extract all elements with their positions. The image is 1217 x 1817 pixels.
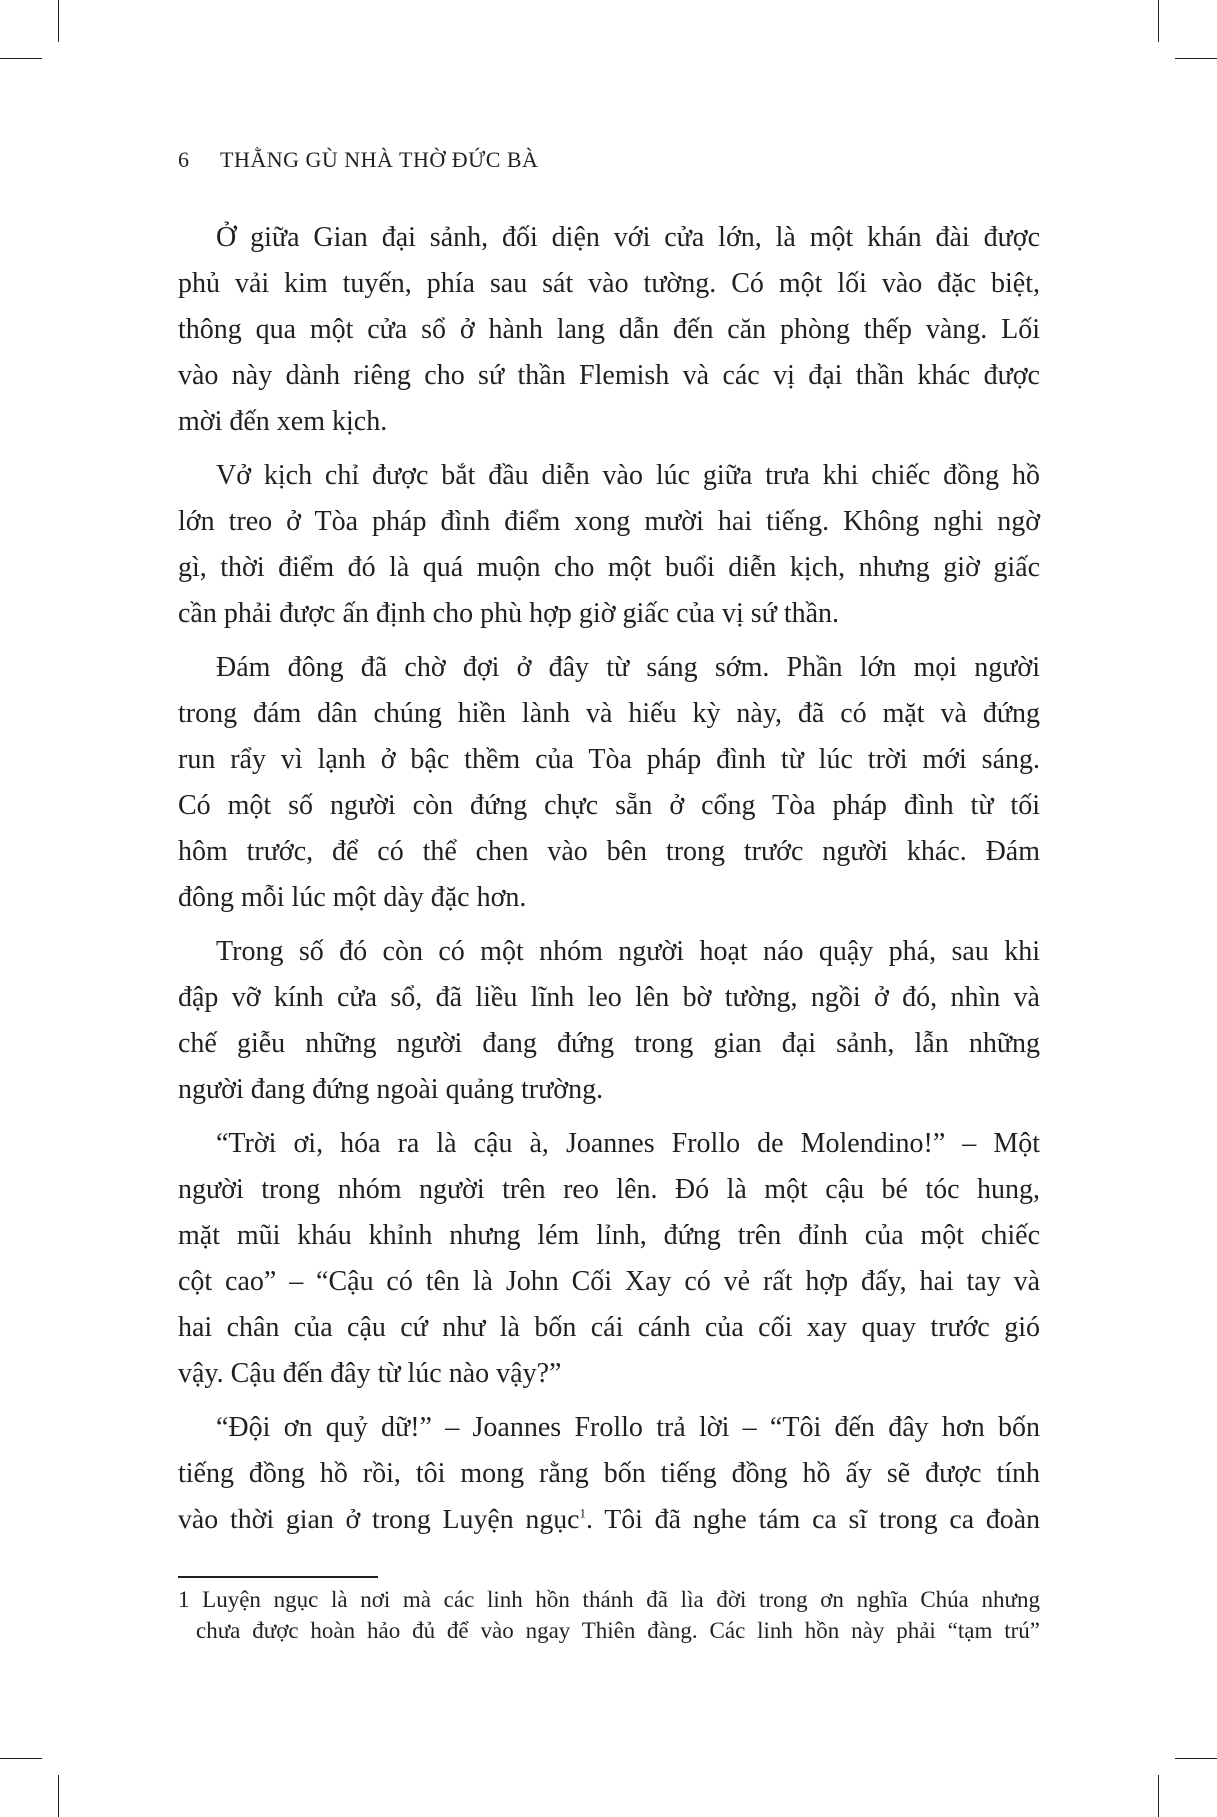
text-line: Trong số đó còn có một nhóm người hoạt náo quậy phá, sau khi bbox=[216, 936, 1040, 967]
crop-mark-bottom-right-vertical bbox=[1158, 1775, 1159, 1817]
text-line: lớn treo ở Tòa pháp đình điểm xong mười hai tiếng. Không nghi ngờ bbox=[178, 506, 1040, 537]
text-line: đập vỡ kính cửa sổ, đã liều lĩnh leo lên bờ tường, ngồi ở đó, nhìn và bbox=[178, 982, 1040, 1013]
text-line: cần phải được ấn định cho phù hợp giờ giấc của vị sứ thần. bbox=[178, 598, 840, 629]
text-line: phủ vải kim tuyến, phía sau sát vào tường. Có một lối vào đặc biệt, bbox=[178, 268, 1040, 299]
text-line: đông mỗi lúc một dày đặc hơn. bbox=[178, 882, 527, 913]
text-line: cột cao” – “Cậu có tên là John Cối Xay có vẻ rất hợp đấy, hai tay và bbox=[178, 1266, 1040, 1297]
text-line: run rẩy vì lạnh ở bậc thềm của Tòa pháp đình từ lúc trời mới sáng. bbox=[178, 744, 1040, 775]
text-line: hôm trước, để có thể chen vào bên trong trước người khác. Đám bbox=[178, 836, 1040, 867]
text-line: trong đám dân chúng hiền lành và hiếu kỳ này, đã có mặt và đứng bbox=[178, 698, 1040, 729]
text-line: vào này dành riêng cho sứ thần Flemish và các vị đại thần khác được bbox=[178, 360, 1040, 391]
text-line: Đám đông đã chờ đợi ở đây từ sáng sớm. Phần lớn mọi người bbox=[216, 652, 1040, 683]
paragraph bbox=[178, 1405, 1040, 1543]
text-line bbox=[178, 1497, 1040, 1543]
footnote-line: 1 Luyện ngục là nơi mà các linh hồn thánh đã lìa đời trong ơn nghĩa Chúa nhưng bbox=[178, 1587, 1040, 1612]
text-line: mời đến xem kịch. bbox=[178, 406, 388, 437]
footnote-separator bbox=[178, 1576, 378, 1578]
text-after-footnote-ref: . Tôi đã nghe tám ca sĩ trong ca đoàn bbox=[586, 1504, 1040, 1535]
text-line: thông qua một cửa sổ ở hành lang dẫn đến căn phòng thếp vàng. Lối bbox=[178, 314, 1040, 345]
text-line: Có một số người còn đứng chực sẵn ở cổng Tòa pháp đình từ tối bbox=[178, 790, 1040, 821]
paragraph bbox=[178, 645, 1040, 921]
body-text bbox=[178, 215, 1040, 1551]
text-line: gì, thời điểm đó là quá muộn cho một buổi diễn kịch, nhưng giờ giấc bbox=[178, 552, 1040, 583]
text-line: người trong nhóm người trên reo lên. Đó là một cậu bé tóc hung, bbox=[178, 1174, 1040, 1205]
text-line: tiếng đồng hồ rồi, tôi mong rằng bốn tiếng đồng hồ ấy sẽ được tính bbox=[178, 1458, 1040, 1489]
page-number: 6 bbox=[178, 147, 190, 172]
footnote bbox=[178, 1584, 1040, 1646]
footnote-line: chưa được hoàn hảo đủ để vào ngay Thiên đàng. Các linh hồn này phải “tạm trú” bbox=[196, 1618, 1040, 1643]
running-header bbox=[178, 147, 538, 173]
crop-mark-top-left-horizontal bbox=[0, 58, 42, 59]
text-line: hai chân của cậu cứ như là bốn cái cánh của cối xay quay trước gió bbox=[178, 1312, 1040, 1343]
text-line: mặt mũi kháu khỉnh nhưng lém lỉnh, đứng trên đỉnh của một chiếc bbox=[178, 1220, 1040, 1251]
text-line: người đang đứng ngoài quảng trường. bbox=[178, 1074, 604, 1105]
crop-mark-top-left-vertical bbox=[58, 0, 59, 42]
running-title: THẰNG GÙ NHÀ THỜ ĐỨC BÀ bbox=[220, 147, 539, 172]
text-before-footnote-ref: vào thời gian ở trong Luyện ngục bbox=[178, 1504, 580, 1535]
paragraph bbox=[178, 453, 1040, 637]
text-line: Ở giữa Gian đại sảnh, đối diện với cửa lớn, là một khán đài được bbox=[216, 222, 1040, 253]
crop-mark-bottom-right-horizontal bbox=[1175, 1758, 1217, 1759]
text-line: “Đội ơn quỷ dữ!” – Joannes Frollo trả lời – “Tôi đến đây hơn bốn bbox=[216, 1412, 1040, 1443]
crop-mark-top-right-vertical bbox=[1158, 0, 1159, 42]
paragraph bbox=[178, 929, 1040, 1113]
paragraph bbox=[178, 215, 1040, 445]
text-line: chế giễu những người đang đứng trong gian đại sảnh, lẫn những bbox=[178, 1028, 1040, 1059]
text-line: Vở kịch chỉ được bắt đầu diễn vào lúc giữa trưa khi chiếc đồng hồ bbox=[216, 460, 1040, 491]
text-line: “Trời ơi, hóa ra là cậu à, Joannes Frollo de Molendino!” – Một bbox=[216, 1128, 1040, 1159]
crop-mark-bottom-left-vertical bbox=[58, 1775, 59, 1817]
footnote-reference[interactable]: 1 bbox=[579, 1505, 587, 1521]
text-line: vậy. Cậu đến đây từ lúc nào vậy?” bbox=[178, 1358, 562, 1389]
crop-mark-bottom-left-horizontal bbox=[0, 1758, 42, 1759]
paragraph bbox=[178, 1121, 1040, 1397]
crop-mark-top-right-horizontal bbox=[1175, 58, 1217, 59]
